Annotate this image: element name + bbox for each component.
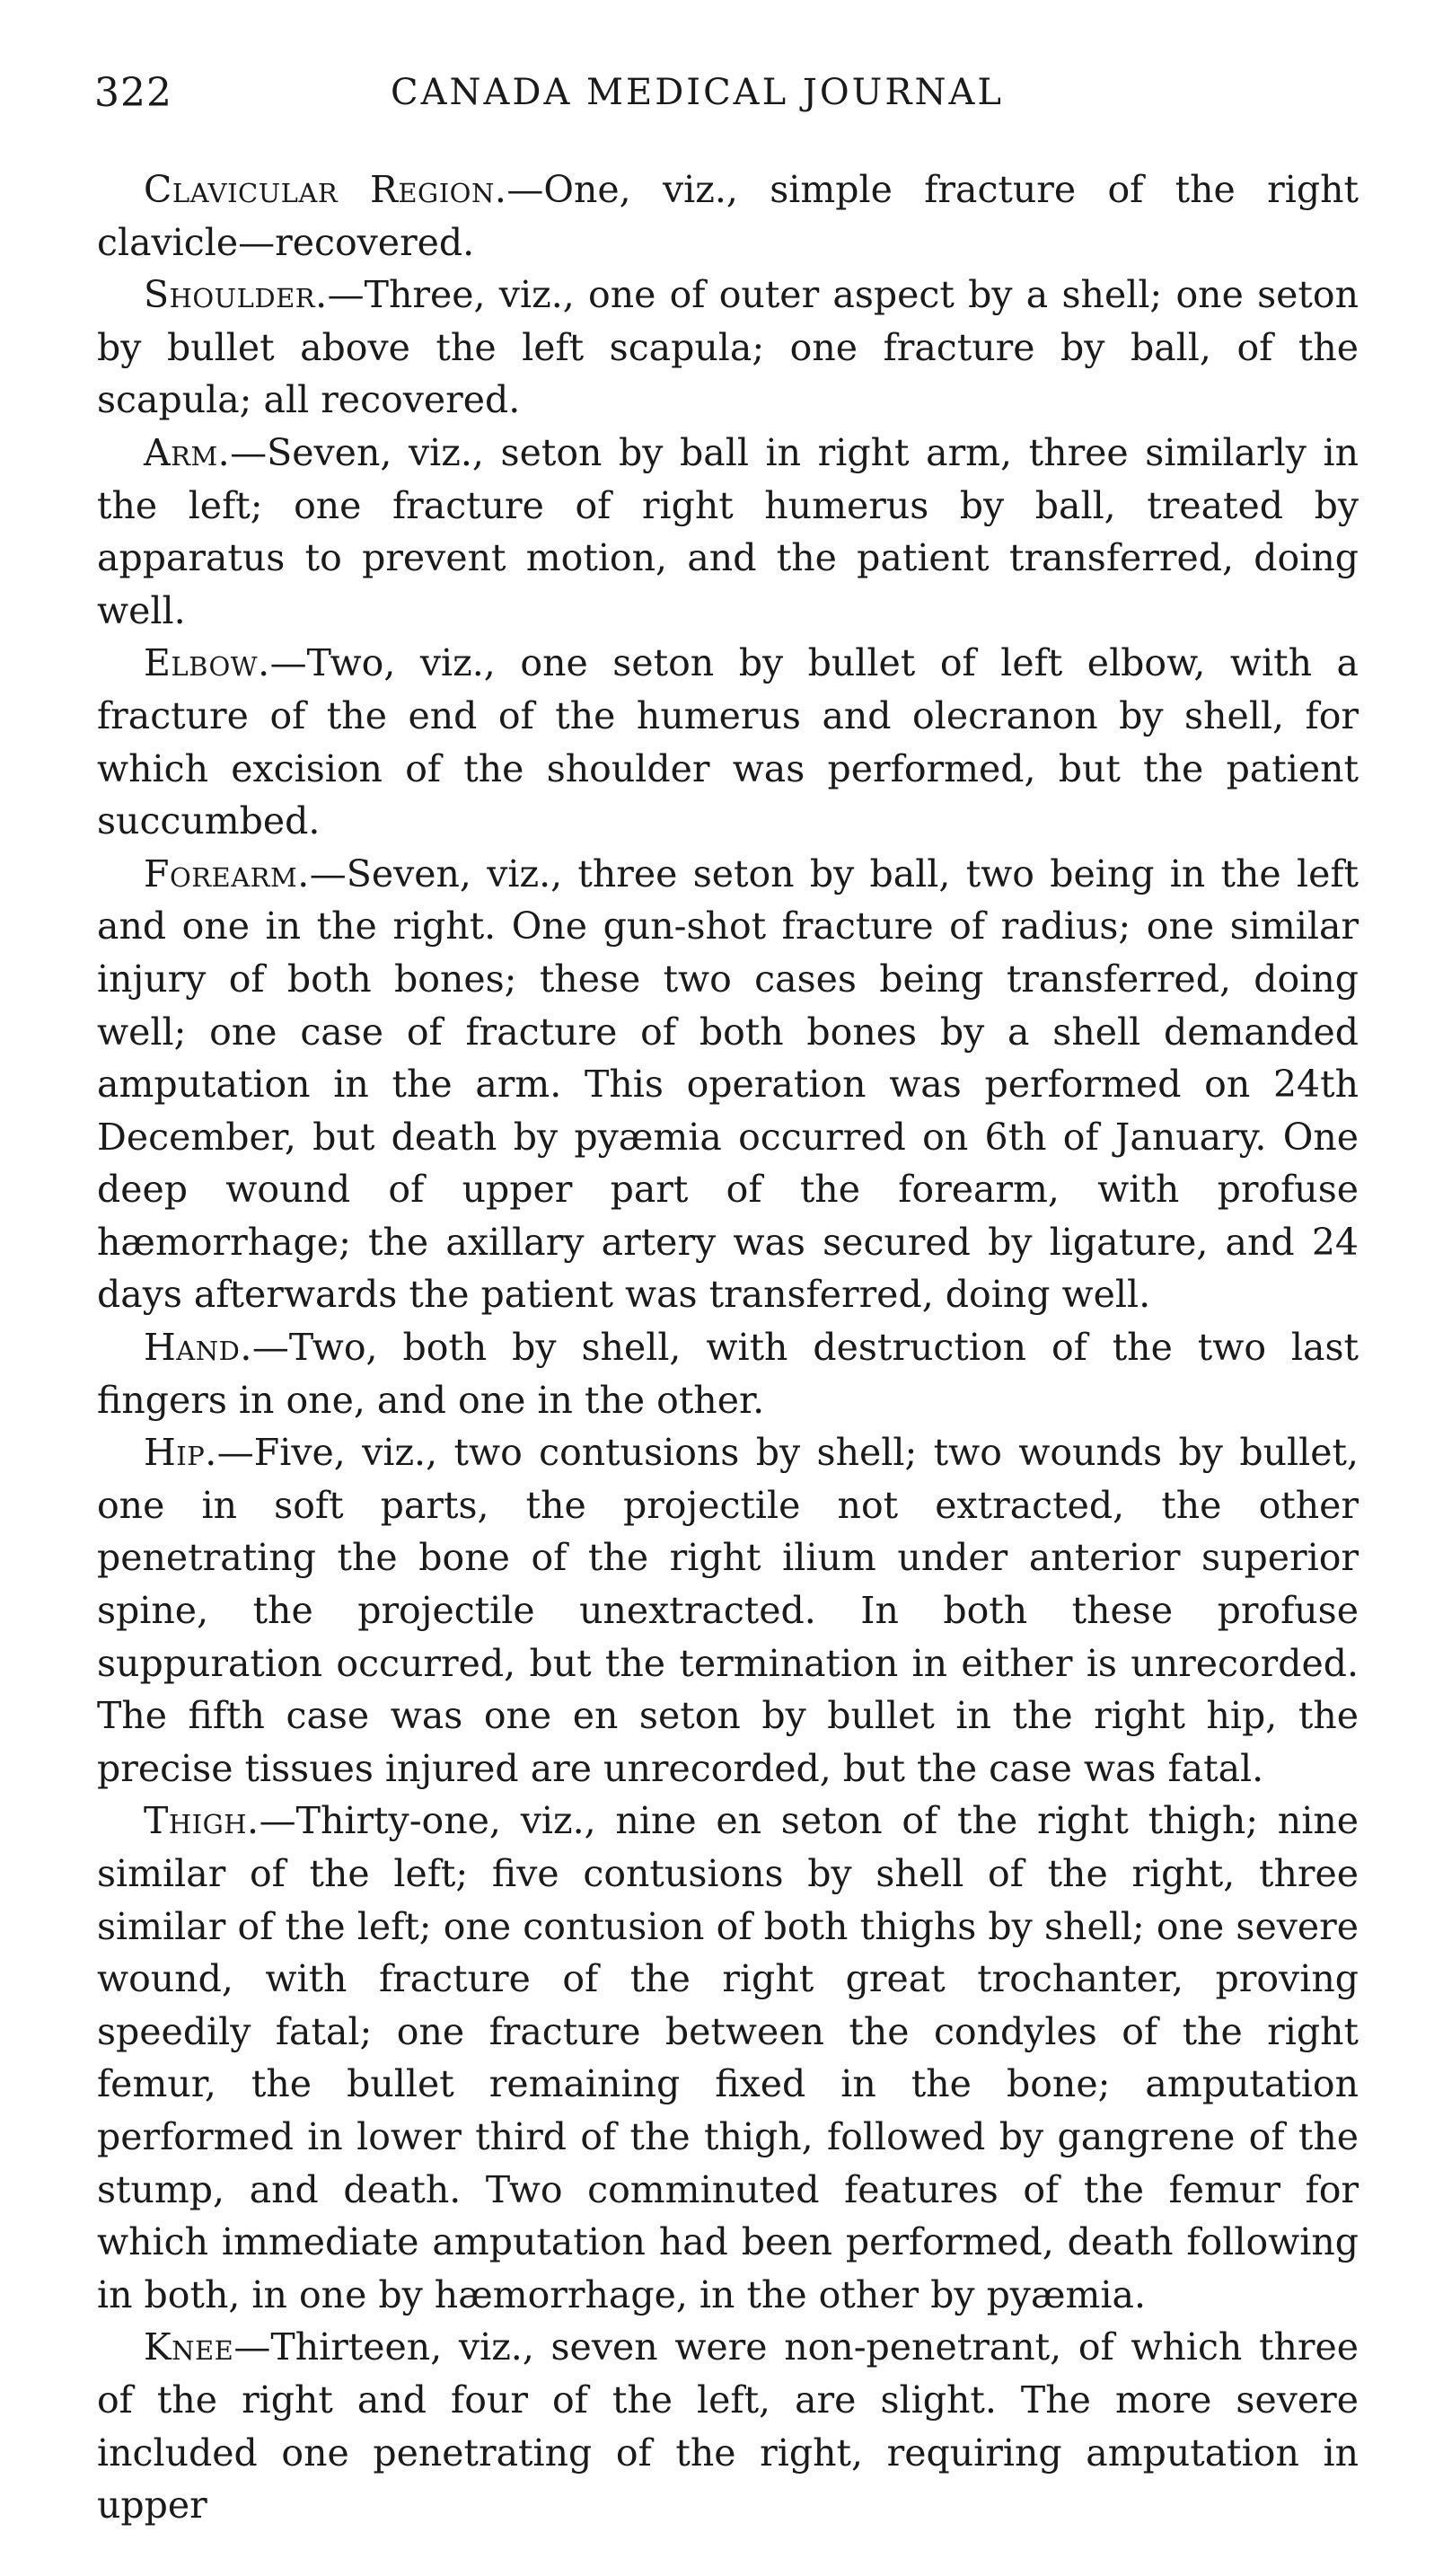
paragraph-heading: Knee — [144, 2325, 234, 2369]
paragraph-heading: Elbow. — [144, 641, 270, 685]
paragraph-clavicular-region — [97, 163, 1359, 269]
paragraph-text: —Seven, viz., seton by ball in right arm, three similarly in the left; one fracture of right humerus by ball, treated by apparatus to prevent motion, and the patient transferred, doing well. — [97, 430, 1359, 632]
paragraph-text: —One, viz., simple fracture of the right clavicle—recovered. — [97, 168, 1359, 264]
paragraph-hip — [97, 1426, 1359, 1795]
paragraph-arm — [97, 427, 1359, 637]
paragraph-text: —Seven, viz., three seton by ball, two being in the left and one in the right. One gun-shot fracture of radius; one similar injury of both bones; these two cases being transferred, doing well; one case of fracture of both bones by a shell demanded amputation in the arm. This operation was performed on 24th December, but death by pyæmia occurred on 6th of January. One deep wound of upper part of the forearm, with profuse hæmorrhage; the axillary artery was secured by ligature, and 24 days afterwards the patient was transferred, doing well. — [97, 851, 1359, 1317]
paragraph-heading: Forearm. — [144, 851, 310, 895]
paragraph-thigh — [97, 1795, 1359, 2321]
paragraph-text: —Thirteen, viz., seven were non-penetrant, of which three of the right and four of the left, are slight. The more severe included one penetrating of the right, requiring amputation in upper — [97, 2325, 1359, 2527]
page-header — [94, 70, 1369, 133]
paragraph-hand — [97, 1321, 1359, 1426]
paragraph-elbow — [97, 637, 1359, 847]
paragraph-text: —Two, both by shell, with destruction of the two last fingers in one, and one in the other. — [97, 1326, 1359, 1422]
running-head: CANADA MEDICAL JOURNAL — [391, 72, 1004, 113]
paragraph-heading: Hip. — [144, 1431, 217, 1475]
paragraph-heading: Clavicular Region. — [144, 168, 507, 211]
article-body — [97, 163, 1359, 2532]
paragraph-text: —Five, viz., two contusions by shell; two wounds by bullet, one in soft parts, the projectile not extracted, the other penetrating the bone of the right ilium under anterior superior spine, the projectile unextracted. In both these profuse suppuration occurred, but the termination in either is unrecorded. The fifth case was one en seton by bullet in the right hip, the precise tissues injured are unrecorded, but the case was fatal. — [97, 1431, 1359, 1790]
page-number: 322 — [94, 70, 172, 116]
paragraph-heading: Arm. — [144, 430, 231, 474]
paragraph-heading: Thigh. — [144, 1799, 260, 1843]
paragraph-forearm — [97, 848, 1359, 1321]
paragraph-text: —Two, viz., one seton by bullet of left elbow, with a fracture of the end of the humerus and olecranon by shell, for which excision of the shoulder was performed, but the patient succumbed. — [97, 641, 1359, 843]
paragraph-text: —Three, viz., one of outer aspect by a shell; one seton by bullet above the left scapula; one fracture by ball, of the scapula; all recovered. — [97, 273, 1359, 422]
paragraph-knee — [97, 2321, 1359, 2531]
paragraph-heading: Shoulder. — [144, 273, 328, 317]
paragraph-heading: Hand. — [144, 1326, 252, 1370]
paragraph-text: —Thirty-one, viz., nine en seton of the right thigh; nine similar of the left; five contusions by shell of the right, three similar of the left; one contusion of both thighs by shell; one severe wound, with fracture of the right great trochanter, proving speedily fatal; one fracture between the condyles of the right femur, the bullet remaining fixed in the bone; amputation performed in lower third of the thigh, followed by gangrene of the stump, and death. Two comminuted features of the femur for which immediate amputation had been performed, death following in both, in one by hæmorrhage, in the other by pyæmia. — [97, 1799, 1359, 2316]
paragraph-shoulder — [97, 269, 1359, 427]
